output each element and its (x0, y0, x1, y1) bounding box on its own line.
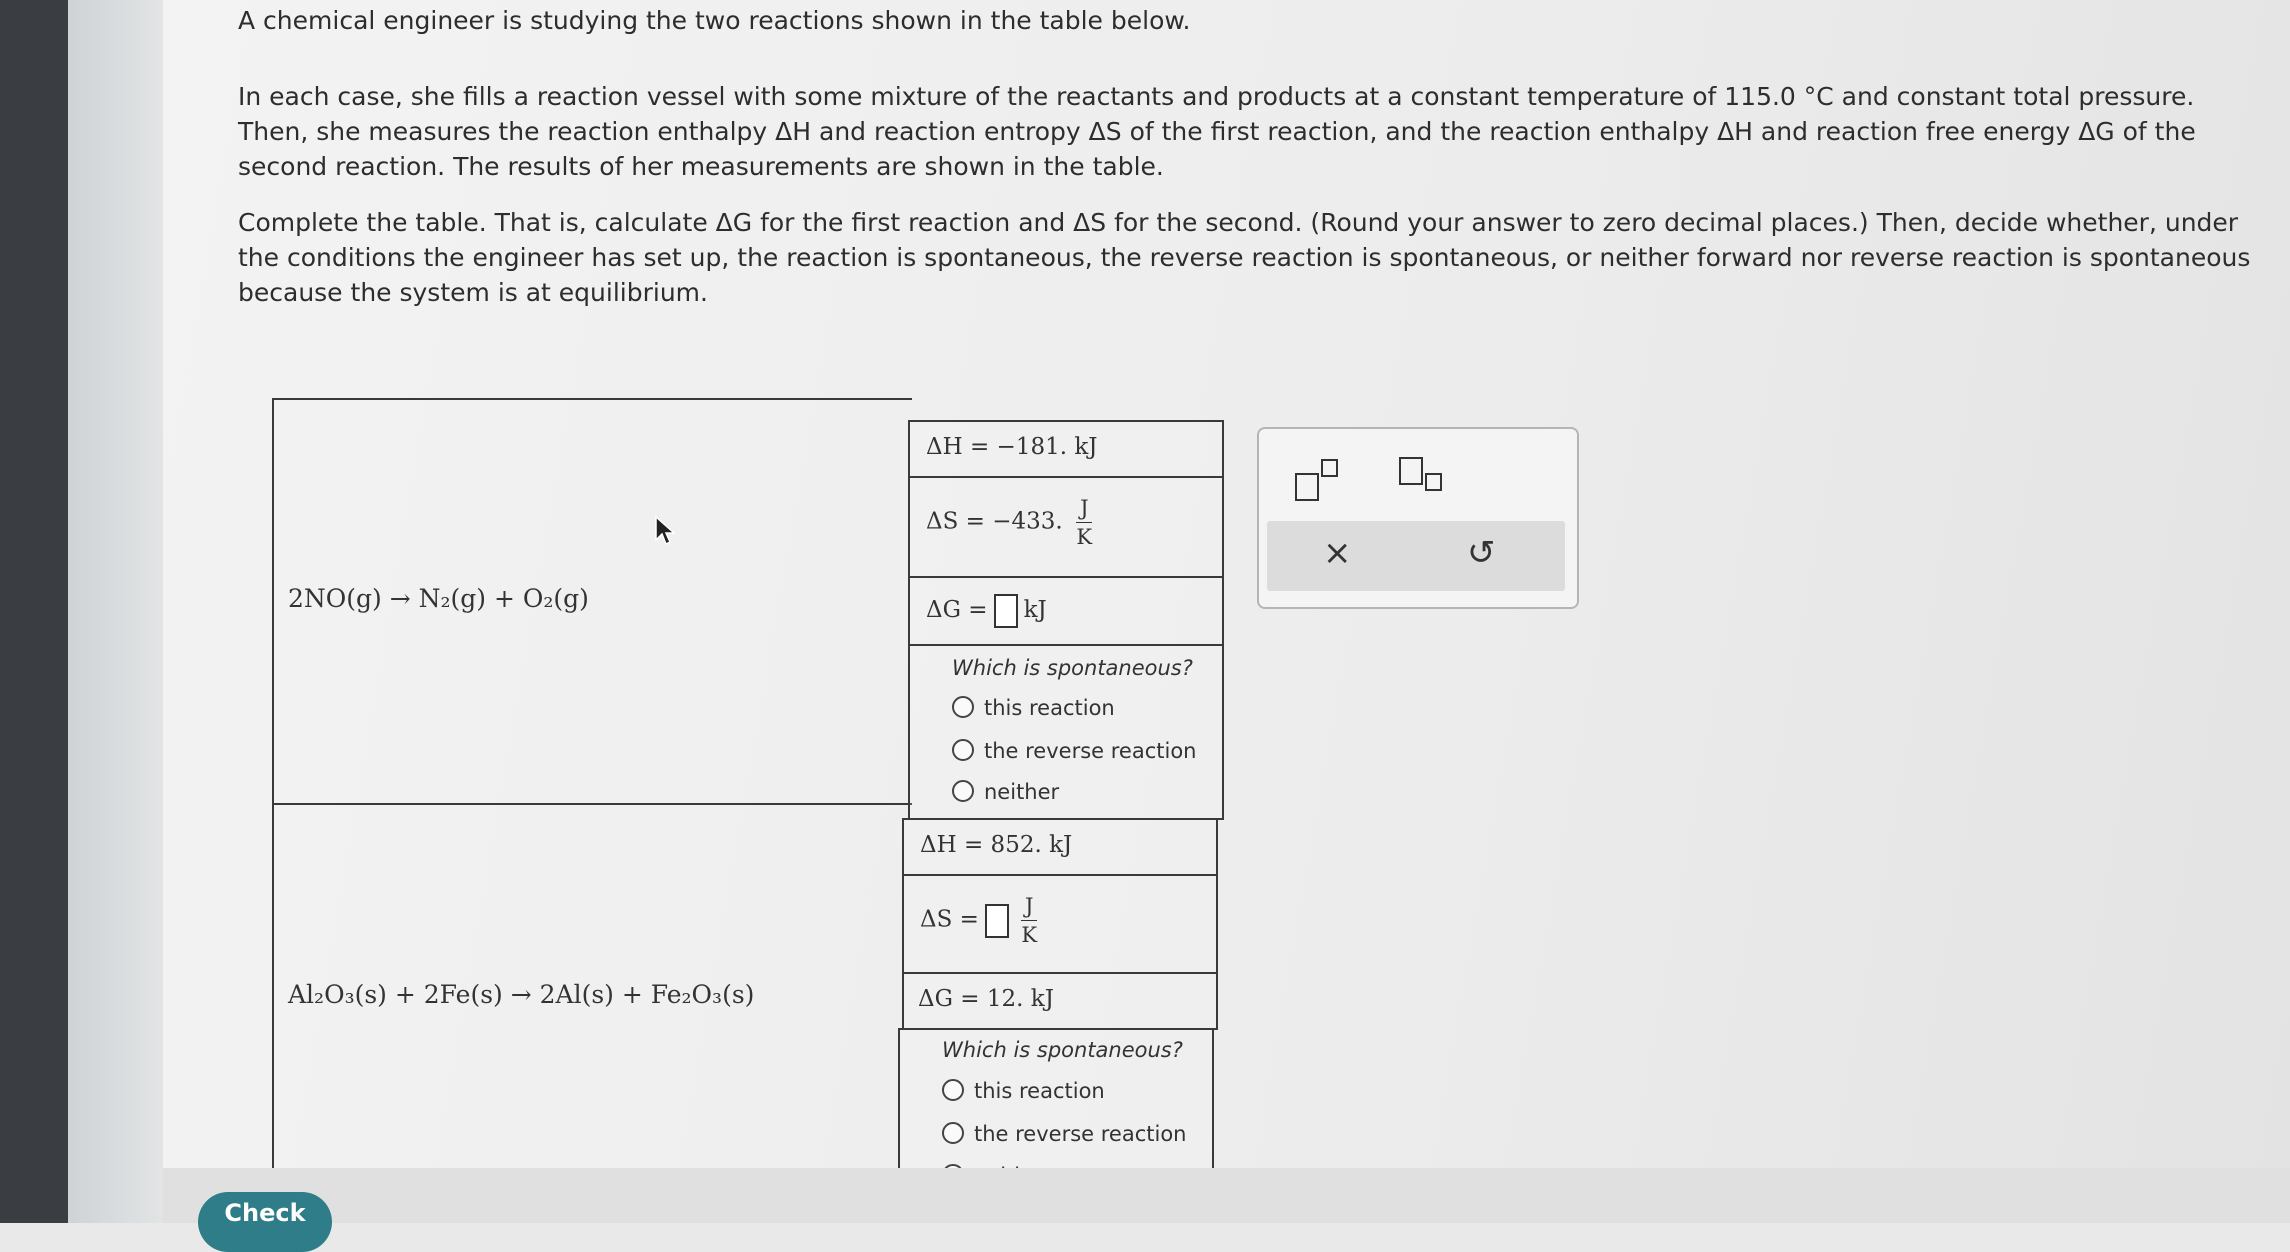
option-label: the reverse reaction (974, 1122, 1187, 1146)
unit-numerator: J (1021, 894, 1037, 921)
math-palette (1257, 427, 1579, 609)
reaction2-question: Which is spontaneous? (942, 1038, 1183, 1062)
reaction1-dh-cell (908, 420, 1224, 478)
para2-line2: the conditions the engineer has set up, the reaction is spontaneous, the reverse reaction is spontaneous, or neither forward nor reverse reaction is spontaneous (238, 243, 2251, 272)
reaction2-ds-input[interactable] (985, 904, 1009, 938)
reaction1-dg-input[interactable] (994, 594, 1018, 628)
reaction1-dg-unit: kJ (1023, 597, 1047, 623)
reaction1-dg (926, 594, 1047, 628)
reaction1-dg-cell (908, 576, 1224, 646)
table-top-border (272, 398, 912, 400)
reaction1-ds (926, 496, 1092, 549)
reaction2-equation: Al₂O₃(s) + 2Fe(s) → 2Al(s) + Fe₂O₃(s) (288, 980, 755, 1009)
check-button[interactable]: Check (198, 1192, 332, 1252)
reaction1-ds-cell (908, 476, 1224, 578)
reaction2-dh: ΔH = 852. kJ (920, 832, 1073, 858)
reaction2-ds (920, 894, 1037, 947)
reaction1-option-this[interactable] (952, 696, 1115, 720)
reaction2-ds-label: ΔS = (920, 906, 979, 933)
mouse-cursor-icon (655, 516, 677, 546)
reaction1-option-neither[interactable] (952, 780, 1059, 804)
superscript-icon[interactable] (1295, 459, 1345, 503)
radio-icon[interactable] (952, 780, 974, 802)
footer-bar (163, 1168, 2290, 1223)
reaction1-spontaneity-cell (908, 644, 1224, 820)
reaction1-dh: ΔH = −181. kJ (926, 434, 1098, 460)
palette-action-bar (1267, 521, 1565, 591)
para2-line3: because the system is at equilibrium. (238, 278, 708, 307)
radio-icon[interactable] (942, 1122, 964, 1144)
option-label: this reaction (974, 1079, 1105, 1103)
radio-icon[interactable] (942, 1079, 964, 1101)
reaction2-ds-cell (902, 874, 1218, 974)
unit-denominator: K (1021, 923, 1038, 947)
para1-line2: Then, she measures the reaction enthalpy ΔH and reaction entropy ΔS of the first reaction, and the reaction enthalpy ΔH and reaction free energy ΔG of the (238, 117, 2196, 146)
reaction2-dg: ΔG = 12. kJ (918, 986, 1054, 1012)
table-left-border (272, 398, 274, 1188)
left-bezel (0, 0, 68, 1223)
radio-icon[interactable] (952, 696, 974, 718)
reaction1-option-reverse[interactable] (952, 739, 1196, 763)
reaction1-dg-label: ΔG = (926, 597, 988, 623)
table-row-divider (272, 803, 912, 805)
option-label: the reverse reaction (984, 739, 1197, 763)
para2-line1: Complete the table. That is, calculate ΔG for the first reaction and ΔS for the second. (Round your answer to zero decimal places.) Then, decide whether, under (238, 208, 2239, 237)
reaction1-ds-value: ΔS = −433. (926, 508, 1063, 535)
clear-icon[interactable]: × (1323, 533, 1352, 573)
reaction2-dg-cell (902, 972, 1218, 1030)
reaction1-question: Which is spontaneous? (952, 656, 1193, 680)
intro-text: A chemical engineer is studying the two reactions shown in the table below. (238, 6, 1191, 35)
reaction2-ds-unit (1021, 894, 1037, 947)
radio-icon[interactable] (952, 739, 974, 761)
para1-line1: In each case, she fills a reaction vessel with some mixture of the reactants and products at a constant temperature of 115.0 °C and constant total pressure. (238, 82, 2195, 111)
option-label: neither (984, 780, 1060, 804)
reaction1-ds-unit (1076, 496, 1092, 549)
reaction1-equation: 2NO(g) → N₂(g) + O₂(g) (288, 584, 589, 613)
reaction2-dh-cell (902, 818, 1218, 876)
reaction2-spontaneity-cell (898, 1028, 1214, 1188)
subscript-icon[interactable] (1399, 455, 1449, 499)
para1-line3: second reaction. The results of her measurements are shown in the table. (238, 152, 1164, 181)
undo-icon[interactable]: ↺ (1467, 533, 1496, 573)
reaction2-option-this[interactable] (942, 1079, 1105, 1103)
left-margin (68, 0, 163, 1223)
reaction2-option-reverse[interactable] (942, 1122, 1186, 1146)
unit-denominator: K (1076, 525, 1093, 549)
option-label: this reaction (984, 696, 1115, 720)
unit-numerator: J (1076, 496, 1092, 523)
